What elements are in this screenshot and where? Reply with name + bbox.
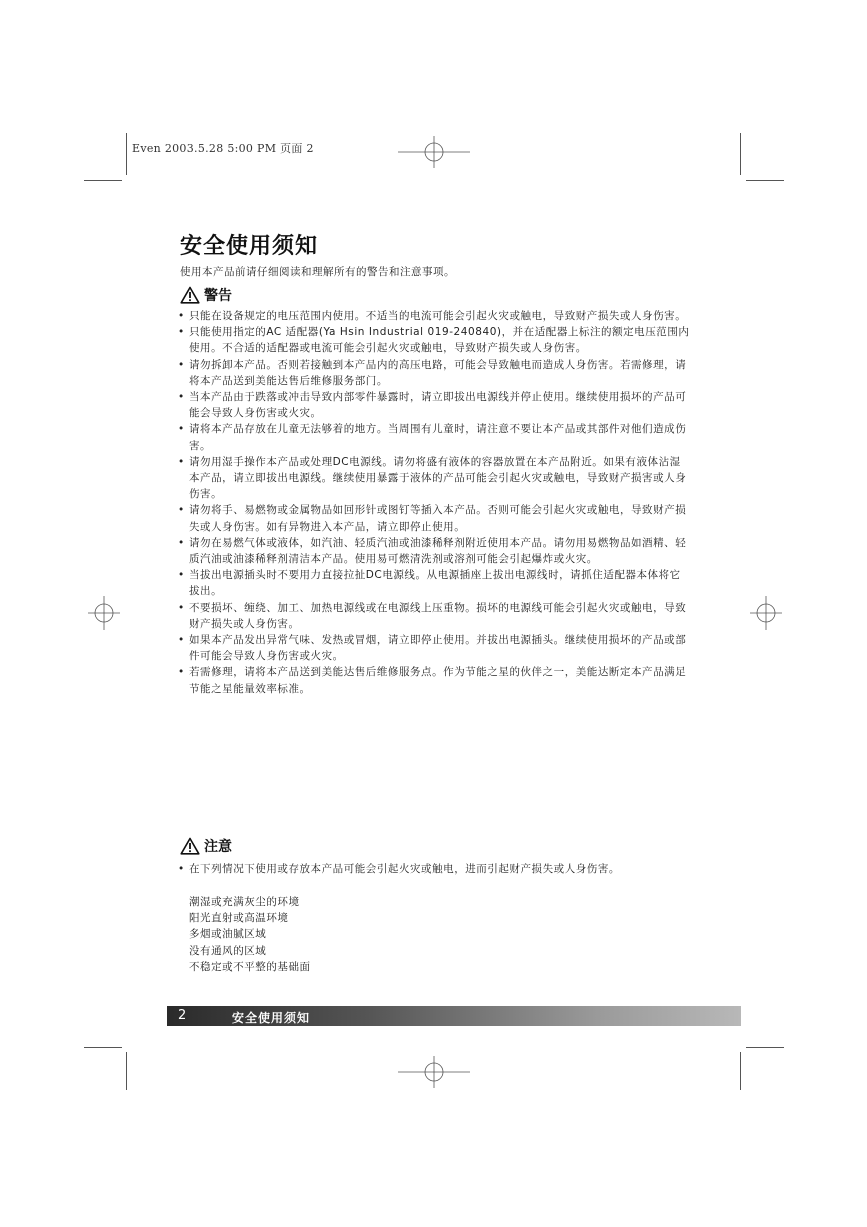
warning-item: • 请勿在易燃气体或液体，如汽油、轻质汽油或油漆稀释剂附近使用本产品。请勿用易燃物品如酒精、轻质汽油或油漆稀释剂清洁本产品。使用易可燃清洗剂或溶剂可能会引起爆炸或火灾。: [178, 536, 687, 566]
bullet-icon: •: [178, 666, 185, 679]
warning-heading: [180, 285, 232, 305]
bullet-icon: •: [178, 569, 185, 582]
warning-item: • 若需修理，请将本产品送到美能达售后维修服务点。作为节能之星的伙伴之一，美能达断定本产品满足节能之星能量效率标准。: [178, 666, 687, 695]
intro-text: 使用本产品前请仔细阅读和理解所有的警告和注意事项。: [180, 266, 455, 278]
warning-item: • 请勿将手、易燃物或金属物品如回形针或图钉等插入本产品。否则可能会引起火灾或触电，导致财产损失或人身伤害。如有异物进入本产品，请立即停止使用。: [178, 504, 687, 533]
caution-heading-label: 注意: [204, 839, 232, 855]
bullet-icon: •: [178, 455, 185, 468]
condition-item: 阳光直射或高温环境: [189, 912, 289, 925]
warning-item: • 当本产品由于跌落或冲击导致内部零件暴露时，请立即拔出电源线并停止使用。继续使用损坏的产品可能会导致人身伤害或火灾。: [178, 391, 687, 420]
bullet-icon: •: [178, 391, 185, 404]
crop-mark-bottom-left-vertical: [126, 1052, 127, 1090]
page-number: 2: [178, 1008, 187, 1023]
registration-mark-right: [750, 596, 782, 630]
crop-mark-top-left-vertical: [126, 133, 127, 175]
caution-conditions: [178, 894, 689, 975]
condition-item: 没有通风的区域: [189, 944, 267, 957]
registration-mark-top: [398, 136, 470, 168]
warning-item: • 请勿拆卸本产品。否则若接触到本产品内的高压电路，可能会导致触电而造成人身伤害。若需修理，请将本产品送到美能达售后维修服务部门。: [178, 358, 687, 387]
registration-mark-left: [88, 596, 120, 630]
bullet-icon: •: [178, 536, 185, 549]
crop-mark-bottom-right-horizontal: [746, 1047, 784, 1048]
bullet-icon: •: [178, 634, 185, 647]
warning-item: • 请勿用湿手操作本产品或处理DC电源线。请勿将盛有液体的容器放置在本产品附近。如果有液体沾湿本产品，请立即拔出电源线。继续使用暴露于液体的产品可能会引起火灾或触电，导致财产损害或人身伤害。: [178, 455, 687, 501]
condition-item: 不稳定或不平整的基础面: [189, 960, 311, 973]
warning-item: • 当拔出电源插头时不要用力直接拉扯DC电源线。从电源插座上拔出电源线时，请抓住适配器本体将它拔出。: [178, 569, 681, 598]
bullet-icon: •: [178, 504, 185, 517]
caution-item: • 在下列情况下使用或存放本产品可能会引起火灾或触电，进而引起财产损失或人身伤害。: [178, 861, 678, 877]
caution-heading: [180, 836, 232, 856]
print-slug: Even 2003.5.28 5:00 PM 页面 2: [132, 142, 314, 155]
warning-item: • 只能使用指定的AC 适配器(Ya Hsin Industrial 019-240840)，并在适配器上标注的额定电压范围内使用。不合适的适配器或电流可能会引起火灾或触电，导致财产损失或人身伤害。: [178, 326, 690, 355]
bullet-icon: •: [178, 863, 185, 875]
bullet-icon: •: [178, 358, 185, 371]
warning-item: • 请将本产品存放在儿童无法够着的地方。当周围有儿童时，请注意不要让本产品或其部件对他们造成伤害。: [178, 423, 687, 452]
crop-mark-bottom-left-horizontal: [84, 1047, 122, 1048]
bullet-icon: •: [178, 601, 185, 614]
page-title: 安全使用须知: [180, 234, 319, 259]
crop-mark-top-left-horizontal: [84, 180, 122, 181]
crop-mark-bottom-right-vertical: [740, 1052, 741, 1090]
registration-mark-bottom: [398, 1056, 470, 1088]
crop-mark-top-right-horizontal: [746, 180, 784, 181]
warning-item: • 如果本产品发出异常气味、发热或冒烟，请立即停止使用。并拔出电源插头。继续使用损坏的产品或部件可能会导致人身伤害或火灾。: [178, 634, 687, 663]
warning-triangle-icon: [180, 286, 200, 304]
warning-list: [178, 308, 690, 697]
crop-mark-top-right-vertical: [740, 133, 741, 175]
bullet-icon: •: [178, 310, 185, 322]
condition-item: 多烟或油腻区域: [189, 928, 267, 941]
footer-section-title: 安全使用须知: [232, 1011, 311, 1025]
warning-heading-label: 警告: [204, 288, 232, 304]
warning-item: • 不要损坏、缠绕、加工、加热电源线或在电源线上压重物。损坏的电源线可能会引起火灾或触电，导致财产损失或人身伤害。: [178, 601, 687, 630]
caution-list: [178, 861, 678, 877]
warning-item: • 只能在设备规定的电压范围内使用。不适当的电流可能会引起火灾或触电，导致财产损失或人身伤害。: [178, 308, 690, 324]
bullet-icon: •: [178, 423, 185, 436]
bullet-icon: •: [178, 326, 185, 339]
condition-item: 潮湿或充满灰尘的环境: [189, 896, 300, 908]
caution-triangle-icon: [180, 837, 200, 855]
